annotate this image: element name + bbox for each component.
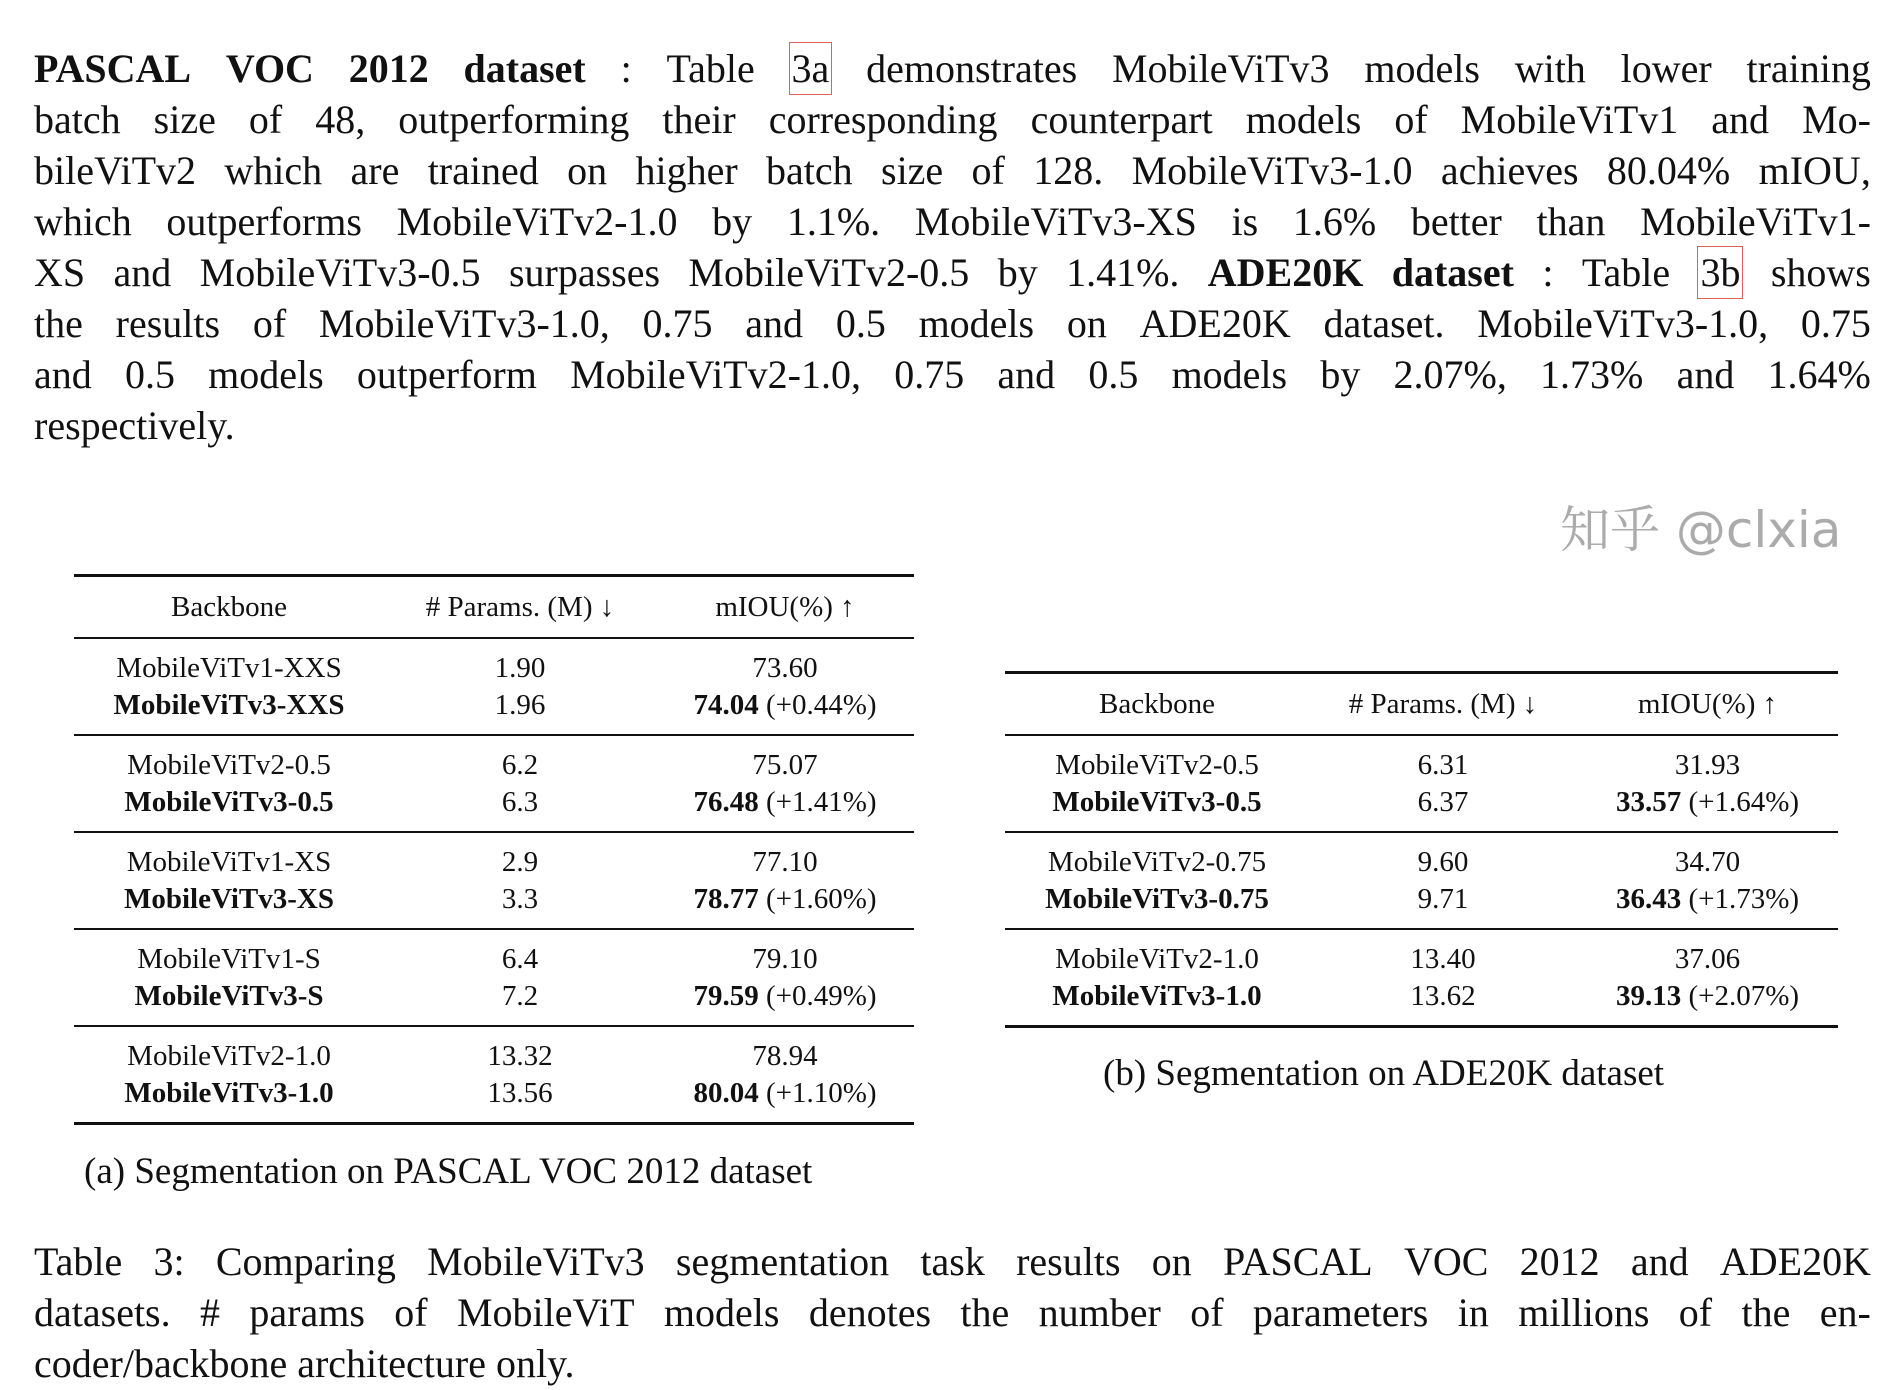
- params-cell: 9.60: [1417, 845, 1469, 878]
- miou-value: 39.13: [1615, 979, 1682, 1012]
- text-line: [34, 247, 1871, 298]
- text-word: params: [249, 1290, 365, 1335]
- text-word: results: [1016, 1239, 1121, 1284]
- text-word: in: [1457, 1290, 1489, 1335]
- text-word: of: [1678, 1290, 1713, 1335]
- miou-cell: [656, 941, 914, 978]
- text-word: and: [113, 250, 172, 295]
- params-cell: 9.71: [1417, 882, 1469, 915]
- backbone-cell: MobileViTv2-0.5: [1055, 748, 1259, 781]
- text-word: ADE20K: [1719, 1239, 1871, 1284]
- text-word: parameters: [1252, 1290, 1429, 1335]
- text-word: and: [1676, 352, 1735, 397]
- table-row: [1005, 978, 1838, 1015]
- backbone-cell: MobileViTv2-0.75: [1047, 845, 1267, 878]
- backbone-cell: MobileViTv2-1.0: [1055, 942, 1259, 975]
- table-row-group: [1005, 736, 1838, 831]
- text-word: MobileViTv3-1.0: [1131, 148, 1413, 193]
- text-word: 128.: [1033, 148, 1104, 193]
- text-word: and: [745, 301, 804, 346]
- table-row: [74, 784, 914, 821]
- text-word: MobileViTv3-XS: [914, 199, 1197, 244]
- text-word: 2012: [1519, 1239, 1600, 1284]
- params-cell: 3.3: [501, 882, 539, 915]
- text-word: trained: [427, 148, 539, 193]
- text-word: achieves: [1440, 148, 1579, 193]
- miou-cell: [656, 844, 914, 881]
- column-header: Backbone: [1099, 687, 1215, 720]
- backbone-cell: MobileViTv3-XXS: [113, 688, 345, 721]
- table-row-group: [1005, 930, 1838, 1025]
- params-cell: 1.96: [494, 688, 546, 721]
- text-word: their: [662, 97, 736, 142]
- text-line: [34, 298, 1871, 349]
- text-word: 80.04%: [1606, 148, 1731, 193]
- miou-cell: [656, 784, 914, 821]
- text-word: mIOU,: [1758, 148, 1871, 193]
- text-word: MobileViTv3: [427, 1239, 645, 1284]
- text-word: results: [115, 301, 221, 346]
- text-word: segmentation: [675, 1239, 890, 1284]
- text-word: MobileViTv1-: [1640, 199, 1871, 244]
- text-word: MobileViTv3-1.0,: [1477, 301, 1769, 346]
- params-cell: 6.31: [1417, 748, 1469, 781]
- text-word: outperforming: [398, 97, 630, 142]
- text-word: models: [663, 1290, 780, 1335]
- table-reference-link[interactable]: 3a: [790, 43, 832, 94]
- text-word: 0.5: [1088, 352, 1139, 397]
- miou-value: 36.43: [1615, 882, 1682, 915]
- miou-cell: [656, 650, 914, 687]
- text-word: outperforms: [166, 199, 362, 244]
- miou-delta: (+0.44%): [758, 688, 877, 721]
- table-row: [1005, 881, 1838, 918]
- table-row: [1005, 844, 1838, 881]
- miou-value: 76.48: [693, 785, 759, 818]
- text-word: by: [997, 250, 1038, 295]
- table-row: [74, 941, 914, 978]
- table-row: [74, 1075, 914, 1112]
- text-word: 3:: [153, 1239, 185, 1284]
- text-word: models: [1245, 97, 1362, 142]
- miou-value: 80.04: [693, 1076, 759, 1109]
- text-word: Table: [34, 1239, 123, 1284]
- text-word: batch: [766, 148, 853, 193]
- table-row-group: [74, 736, 914, 831]
- params-cell: 13.56: [487, 1076, 553, 1109]
- text-word: demonstrates: [866, 46, 1078, 91]
- text-word: MobileViTv1: [1460, 97, 1679, 142]
- text-word: number: [1038, 1290, 1161, 1335]
- text-word: and: [997, 352, 1056, 397]
- text-word: millions: [1518, 1290, 1650, 1335]
- params-cell: 13.62: [1410, 979, 1476, 1012]
- text-word: on: [1066, 301, 1107, 346]
- text-word: MobileViTv3-1.0,: [318, 301, 610, 346]
- params-cell: 2.9: [501, 845, 539, 878]
- text-word: task: [920, 1239, 985, 1284]
- text-word: MobileViTv2-1.0,: [570, 352, 861, 397]
- miou-cell: [656, 978, 914, 1015]
- table-row: [74, 650, 914, 687]
- table-row-group: [74, 930, 914, 1025]
- miou-value: 31.93: [1674, 748, 1741, 781]
- column-header: # Params. (M) ↓: [1348, 687, 1538, 720]
- table-row: [74, 978, 914, 1015]
- text-word: batch: [34, 97, 121, 142]
- table-row: [74, 844, 914, 881]
- params-cell: 6.4: [501, 942, 539, 975]
- text-word: of: [1190, 1290, 1224, 1335]
- backbone-cell: MobileViTv3-S: [134, 979, 324, 1012]
- table-row: [74, 881, 914, 918]
- miou-delta: (+2.07%): [1681, 979, 1800, 1012]
- table-row: [1005, 747, 1838, 784]
- text-word: dataset.: [1323, 301, 1445, 346]
- text-line: [34, 43, 1871, 94]
- text-word: respectively.: [34, 403, 235, 448]
- text-line: [34, 145, 1871, 196]
- backbone-cell: MobileViTv1-S: [137, 942, 321, 975]
- text-word: size: [881, 148, 944, 193]
- bold-text: ADE20K: [1207, 250, 1364, 295]
- text-word: of: [248, 97, 283, 142]
- params-cell: 7.2: [501, 979, 539, 1012]
- text-word: MobileViTv3-0.5: [199, 250, 481, 295]
- table-row: [74, 747, 914, 784]
- text-word: corresponding: [768, 97, 998, 142]
- text-word: bileViTv2: [34, 148, 197, 193]
- text-word: and: [1630, 1239, 1689, 1284]
- text-word: which: [224, 148, 323, 193]
- text-word: 1.73%: [1540, 352, 1644, 397]
- text-word: outperform: [356, 352, 537, 397]
- text-word: #: [200, 1290, 220, 1335]
- miou-delta: (+1.60%): [758, 882, 877, 915]
- backbone-cell: MobileViTv2-1.0: [127, 1039, 331, 1072]
- text-word: models: [918, 301, 1035, 346]
- text-word: which: [34, 199, 132, 244]
- column-header: # Params. (M) ↓: [425, 590, 615, 623]
- text-word: architecture: [297, 1341, 486, 1386]
- table-row: [1005, 784, 1838, 821]
- text-line: [34, 1236, 1871, 1287]
- text-word: on: [1151, 1239, 1192, 1284]
- params-cell: 6.3: [501, 785, 539, 818]
- text-word: XS: [34, 250, 86, 295]
- text-word: denotes: [808, 1290, 932, 1335]
- miou-value: 74.04: [693, 688, 759, 721]
- text-word: models: [1364, 46, 1480, 91]
- column-header: mIOU(%) ↑: [715, 590, 855, 623]
- backbone-cell: MobileViTv3-0.5: [124, 785, 334, 818]
- text-word: 2.07%,: [1393, 352, 1507, 397]
- backbone-cell: MobileViTv3-1.0: [1052, 979, 1262, 1012]
- text-word: 1.6%: [1292, 199, 1377, 244]
- text-word: Table: [666, 46, 755, 91]
- text-line: [34, 1338, 1871, 1389]
- table-row: [74, 687, 914, 724]
- text-word: MobileViTv2-0.5: [688, 250, 970, 295]
- text-word: of: [394, 1290, 428, 1335]
- table-rule: [74, 1122, 914, 1125]
- table-row-group: [74, 639, 914, 734]
- table-pascal-voc: [74, 574, 914, 1125]
- text-word: training: [1746, 46, 1871, 91]
- text-word: the: [960, 1290, 1010, 1335]
- bold-text: VOC: [225, 46, 314, 91]
- table-caption: [34, 1236, 1871, 1389]
- text-word: lower: [1620, 46, 1712, 91]
- text-word: ADE20K: [1139, 301, 1291, 346]
- bold-text: dataset: [1391, 250, 1514, 295]
- miou-delta: (+1.10%): [758, 1076, 877, 1109]
- text-word: datasets.: [34, 1290, 171, 1335]
- text-word: and: [34, 352, 92, 397]
- miou-cell: [1577, 881, 1838, 918]
- backbone-cell: MobileViTv3-0.75: [1045, 882, 1269, 915]
- text-word: :: [1542, 250, 1554, 295]
- text-word: MobileViT: [456, 1290, 635, 1335]
- text-word: PASCAL: [1222, 1239, 1373, 1284]
- bold-text: PASCAL: [34, 46, 192, 91]
- text-word: surpasses: [508, 250, 661, 295]
- text-word: 0.75: [894, 352, 965, 397]
- miou-cell: [656, 1038, 914, 1075]
- miou-value: 79.10: [752, 942, 818, 975]
- table-rule: [1005, 1025, 1838, 1028]
- table-header-row: [1005, 674, 1838, 734]
- text-word: 0.75: [1800, 301, 1871, 346]
- text-word: 1.1%.: [786, 199, 881, 244]
- table-header-row: [74, 577, 914, 637]
- backbone-cell: MobileViTv3-XS: [124, 882, 334, 915]
- text-word: the: [34, 301, 83, 346]
- text-word: Mo-: [1802, 97, 1871, 142]
- table-row: [74, 1038, 914, 1075]
- backbone-cell: MobileViTv3-1.0: [124, 1076, 334, 1109]
- table-row-group: [1005, 833, 1838, 928]
- text-word: by: [712, 199, 753, 244]
- text-word: models: [208, 352, 324, 397]
- params-cell: 1.90: [494, 651, 546, 684]
- text-word: 0.5: [124, 352, 175, 397]
- body-paragraph: [34, 43, 1871, 451]
- miou-cell: [1577, 844, 1838, 881]
- column-header: mIOU(%) ↑: [1637, 687, 1778, 720]
- params-cell: 13.32: [487, 1039, 553, 1072]
- miou-value: 78.94: [752, 1039, 818, 1072]
- miou-delta: (+1.41%): [758, 785, 877, 818]
- bold-text: dataset: [463, 46, 586, 91]
- table-row: [1005, 941, 1838, 978]
- table-ade20k: [1005, 671, 1838, 1028]
- params-cell: 6.37: [1417, 785, 1469, 818]
- table-reference-link[interactable]: 3b: [1698, 247, 1742, 298]
- text-word: 1.64%: [1767, 352, 1871, 397]
- text-word: en-: [1819, 1290, 1871, 1335]
- text-word: counterpart: [1030, 97, 1213, 142]
- text-word: are: [350, 148, 400, 193]
- params-cell: 6.2: [501, 748, 539, 781]
- text-word: by: [1320, 352, 1361, 397]
- miou-value: 78.77: [693, 882, 759, 915]
- text-word: shows: [1770, 250, 1871, 295]
- text-word: only.: [495, 1341, 575, 1386]
- miou-value: 34.70: [1674, 845, 1741, 878]
- text-word: and: [1711, 97, 1770, 142]
- text-word: coder/backbone: [34, 1341, 288, 1386]
- miou-cell: [656, 881, 914, 918]
- text-word: 0.75: [642, 301, 713, 346]
- column-header: Backbone: [171, 590, 287, 623]
- text-line: [34, 196, 1871, 247]
- table-row-group: [74, 833, 914, 928]
- text-word: 1.41%.: [1066, 250, 1180, 295]
- text-word: VOC: [1403, 1239, 1489, 1284]
- backbone-cell: MobileViTv1-XXS: [116, 651, 342, 684]
- miou-cell: [1577, 978, 1838, 1015]
- backbone-cell: MobileViTv3-0.5: [1052, 785, 1262, 818]
- text-word: higher: [635, 148, 738, 193]
- text-word: :: [620, 46, 632, 91]
- text-word: than: [1536, 199, 1606, 244]
- miou-value: 75.07: [752, 748, 818, 781]
- miou-value: 33.57: [1615, 785, 1682, 818]
- miou-value: 73.60: [752, 651, 818, 684]
- miou-cell: [656, 1075, 914, 1112]
- miou-value: 77.10: [752, 845, 818, 878]
- text-word: of: [971, 148, 1005, 193]
- miou-cell: [656, 747, 914, 784]
- miou-cell: [1577, 784, 1838, 821]
- table-a-caption: (a) Segmentation on PASCAL VOC 2012 dataset: [84, 1151, 813, 1192]
- text-word: the: [1741, 1290, 1791, 1335]
- miou-cell: [1577, 747, 1838, 784]
- text-word: of: [1394, 97, 1428, 142]
- text-word: of: [252, 301, 287, 346]
- text-word: MobileViTv2-1.0: [396, 199, 678, 244]
- miou-delta: (+1.73%): [1681, 882, 1800, 915]
- text-word: 48,: [315, 97, 366, 142]
- text-word: 0.5: [835, 301, 886, 346]
- table-b-caption: (b) Segmentation on ADE20K dataset: [1103, 1053, 1665, 1094]
- backbone-cell: MobileViTv2-0.5: [127, 748, 331, 781]
- text-line: [34, 1287, 1871, 1338]
- params-cell: 13.40: [1410, 942, 1476, 975]
- text-word: Table: [1581, 250, 1671, 295]
- text-word: on: [567, 148, 608, 193]
- text-word: models: [1171, 352, 1288, 397]
- text-word: is: [1231, 199, 1259, 244]
- miou-value: 37.06: [1674, 942, 1741, 975]
- backbone-cell: MobileViTv1-XS: [126, 845, 332, 878]
- table-row-group: [74, 1027, 914, 1122]
- miou-cell: [1577, 941, 1838, 978]
- miou-value: 79.59: [693, 979, 759, 1012]
- text-line: [34, 94, 1871, 145]
- text-word: Comparing: [215, 1239, 396, 1284]
- bold-text: 2012: [348, 46, 429, 91]
- miou-delta: (+0.49%): [758, 979, 877, 1012]
- text-word: better: [1410, 199, 1502, 244]
- text-line: [34, 400, 1871, 451]
- text-word: MobileViTv3: [1111, 46, 1330, 91]
- miou-cell: [656, 687, 914, 724]
- text-line: [34, 349, 1871, 400]
- text-word: size: [153, 97, 216, 142]
- text-word: with: [1514, 46, 1586, 91]
- miou-delta: (+1.64%): [1681, 785, 1800, 818]
- watermark: 知乎 @clxia: [1560, 501, 1842, 559]
